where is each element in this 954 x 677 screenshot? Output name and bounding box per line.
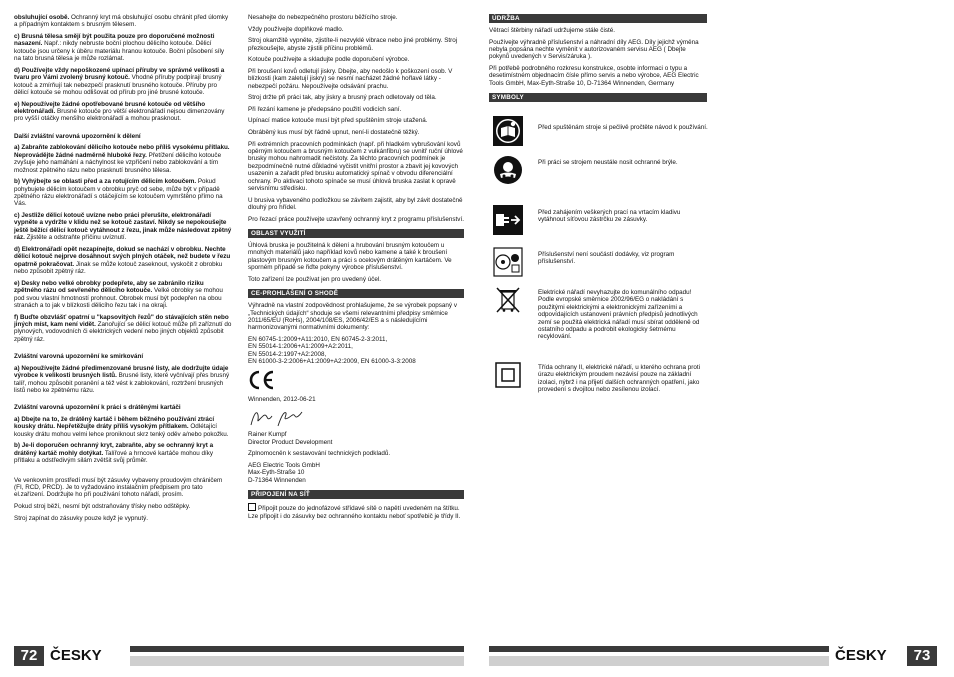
subsection-heading: Další zvláštní varovná upozornění k dělení — [14, 132, 141, 140]
bold-lead: b) Je-li doporučen ochranný kryt, zabraňte, aby se ochranný kryt a drátěný kartáč mohly dotýkat. — [14, 442, 214, 457]
paragraph: Obráběný kus musí být řádně upnut, není-li dostatečně těžký. — [248, 128, 420, 136]
manual-icon — [493, 116, 523, 146]
symbol-text: Před spuštěnám stroje si pečlivě pročtěte návod k používání. — [538, 124, 708, 131]
body-text: Např.: nikdy nebruste boční plochou dělicího kotouče. Dělicí kotouče jsou určeny k úběru materiálu hranou kotouče. Boční působení síly na tato brusná tělesa je může rozlámat. — [14, 40, 225, 63]
symbol-text: Třída ochrany II, elektrické nářadí, u kterého ochrana proti úrazu elektrickým proudem nezávisí pouze na základní izolaci, nýbrž i na přijetí dalších ochranných opatření, jako provedení s dvojitou nebo zesílenou izolací. — [538, 364, 701, 394]
footer-bar-left — [130, 646, 464, 652]
declaration-date: Winnenden, 2012-06-21 — [248, 395, 316, 403]
body-text: Jinak se může kotouč zaseknout, vyskočit z obrobku nebo způsobit zpětný ráz. — [14, 260, 223, 276]
bold-lead: c) Brusná tělesa smějí být použita pouze pro doporučené možnosti nasazení. — [14, 33, 215, 48]
symbol-text: Elektrické nářadí nevyhazujte do komunálního odpadu! Podle evropské směrnice 2002/96/EG o nakládání s použitými elektrickými a elektronickými zařízeními a odpovídajících ustanovení právních předpisů jednotlivých zemí se použitá elektrická nářadí musí sbírat odděleně od ostatního odpadu a podrobit ekologicky šetrnému recyklování. — [538, 289, 700, 341]
left-column-1 — [14, 14, 232, 526]
body-text: Pokud pohybujete dělicím kotoučem v obrobku pryč od sebe, může být v případě zpětného rázu elektronářadí s otáčejícím se kotoučem vymrštěno přímo na Vás. — [14, 178, 223, 208]
bold-lead: a) Dbejte na to, že drátěný kartáč i během běžného používání ztrácí kousky drátu. Nepřetěžujte dráty příliš vysokým přítlakem. — [14, 415, 215, 431]
paragraph — [14, 365, 232, 395]
ce-declaration-text: Výhradně na vlastní zodpovědnost prohlašujeme, že se výrobek popsaný v „Technických údajích“ shoduje se všemi relevantními předpisy směrnice 2011/65/EU (RoHs), 2004/108/ES, 2006/42/ES a s následujícími harmonizovanými normativními dokumenty: — [248, 302, 457, 332]
paragraph: Stroj držte při práci tak, aby jiskry a brusný prach odletovaly od těla. — [248, 94, 437, 102]
weee-bin-icon — [493, 285, 523, 315]
symbol-text: Při práci se strojem neustále nosit ochranné brýle. — [538, 159, 678, 166]
company-address: AEG Electric Tools GmbH Max-Eyth-Straße 10 D-71364 Winnenden — [248, 462, 320, 484]
paragraph — [14, 442, 232, 464]
paragraph: Používejte výhradně příslušenství a náhradní díly AEG. Díly jejichž výměna nebyla popsána nechte vyměnit v autorizovaném servisu AEG ( Dbejte pokynů uvedených v Servis/záruka ). — [489, 38, 699, 61]
ce-mark-icon — [248, 370, 276, 390]
bold-lead: f) Buďte obzvlášť opatrní u "kapsovitých řezů" do stávajících stěn nebo jiných míst, kam není vidět. — [14, 313, 229, 328]
paragraph: U brusiva vybaveného podložkou se závitem zajistit, aby byl závit dostatečně dlouhý pro hřídel. — [248, 196, 463, 211]
subsection-heading: Zvláštní varovná upozornění ke smirkování — [14, 353, 144, 361]
paragraph — [14, 416, 232, 438]
section-header-symboly: SYMBOLY — [489, 93, 707, 102]
bold-lead: c) Jestliže dělicí kotouč uvízne nebo práci přerušíte, elektronářadí vypněte a vydržte v klidu než se kotouč zastaví. Nikdy se nepokoušejte ještě běžící dělicí kotouč vytáhnout z řezu, jinak může následovat zpětný ráz. — [14, 212, 232, 242]
subsection-heading: Zvláštní varovná upozornění k práci s drátěnými kartáči — [14, 404, 181, 412]
body-text: Velké obrobky se mohou pod svou vlastní hmotností prohnout. Obrobek musí být podepřen na obou stranách a to jak v blízkosti dělicího řezu tak i na okraji. — [14, 287, 223, 309]
body-text: Odlétající kousky drátu mohou velmi lehce proniknout skrz tenký oděv a/nebo pokožku. — [14, 423, 229, 438]
paragraph: Úhlová bruska je použitelná k dělení a hrubování brusným kotoučem u mnohých materiálů jako například kovů nebo kamene a také k broušení plastovým brusným kotoučem a práci s ocelovým drátěným kartáčem. Ve sporném případě se řiďte pokyny výrobce příslušenství. — [248, 242, 452, 272]
body-text: Talířové a hrncové kartáče mohou díky přítlaku a odstředivým silám zvětšit svůj průměr. — [14, 449, 214, 465]
goggles-icon — [493, 155, 523, 185]
paragraph: Pro řezací práce používejte uzavřený ochranný kryt z programu příslušenství. — [248, 215, 464, 223]
body-text: Vhodné příruby podpírají brusný kotouč a zmírňují tak nebezpečí prasknutí brusného kotouče. Příruby pro dělicí kotouče se mohou odlišovat od přírub pro jiné brusné kotouče. — [14, 74, 222, 97]
udrzba-text — [489, 27, 707, 87]
bold-lead: e) Nepoužívejte žádné opotřebované brusné kotouče od většího elektronářadí. — [14, 100, 206, 116]
language-label-left: ČESKY — [50, 647, 102, 664]
paragraph — [14, 14, 232, 29]
section-header-udrzba: ÚDRŽBA — [489, 14, 707, 23]
paragraph: Při extrémních pracovních podmínkách (např. při hladkém vybrušování kovů opěrným kotoučem a brusným kotoučem z vulkánfíbru) se uvnitř ruční úhlové brusky mohou nahromadit nečistoty. Za těchto pracovních podmínek je bezpodmínečně nutné důkladné vyčistit vnitřní prostor a zbavit jej kovových usazenin a zařadit před brusku automatický spínač v obvodu diferenciální ochrany. Po aktivaci tohoto spínače se musí úhlová bruska zaslat k opravě servisnímu středisku. — [248, 140, 463, 192]
bold-lead: b) Vyhýbejte se oblasti před a za rotujícím dělicím kotoučem. — [14, 178, 197, 186]
body-text: Pokud stroj běží, nesmí být odstraňovány třísky nebo odštěpky. — [14, 502, 191, 510]
paragraph: Stroj okamžitě vypněte, zjistíte-li nezvyklé vibrace nebo jiné problémy. Stroj přezkoušejte, abyste zjistili příčinu problémů. — [248, 37, 458, 52]
section-header-pripojeni: PŘIPOJENÍ NA SÍŤ — [248, 490, 464, 499]
signature-icon — [248, 407, 328, 429]
right-page — [477, 0, 954, 677]
footer-gray-left — [130, 656, 464, 666]
body-text: Brusné listy, které vyčnívají přes brusný talíř, mohou způsobit poranění a též vést k zablokování, roztržení brusných listů nebo ke zpětnému rázu. — [14, 372, 230, 394]
bold-lead: obsluhující osobě. — [14, 14, 70, 21]
signer-name: Rainer Kumpf Director Product Development — [248, 431, 333, 446]
authorized-text: Zplnomocněn k sestavování technických podkladů. — [248, 450, 391, 458]
paragraph — [14, 246, 232, 276]
paragraph — [14, 101, 232, 123]
bold-lead: a) Zabraňte zablokování dělicího kotouče nebo příliš vysokému přítlaku. Neprovádějte žádné nadměrně hluboké řezy. — [14, 144, 230, 159]
body-text: Zanořující se dělicí kotouč může při zaříznutí do plynových, vodovodních či elektrických vedení nebo jiných objektů způsobit zpětný ráz. — [14, 320, 232, 343]
footer-gray-right — [489, 656, 829, 666]
paragraph — [14, 515, 232, 522]
language-label-right: ČESKY — [835, 647, 887, 664]
symbol-text: Před zahájením veškerých prací na vrtacím kladivu vytáhnout síťovou zástrčku ze zásuvky. — [538, 209, 681, 224]
paragraph: Kotouče používejte a skladujte podle doporučení výrobce. — [248, 56, 410, 64]
body-text: Zjistěte a odstraňte příčinu uvíznutí. — [24, 234, 127, 242]
norms-list: EN 60745-1:2009+A11:2010, EN 60745-2-3:2011, EN 55014-1:2006+A1:2009+A2:2011, EN 55014-2:1997+A2:2008, EN 61000-3-2:2006+A1:2009+A2:2009, EN 61000-3-3:2008 — [248, 336, 416, 366]
body-text: Brusné kotouče pro větší elektronářadí nejsou dimenzovány pro vyšší otáčky menšího elektronářadí a mohou prasknout. — [14, 108, 225, 123]
paragraph — [14, 212, 232, 242]
paragraph — [14, 67, 232, 97]
accessory-icon — [493, 247, 523, 277]
paragraph — [14, 144, 232, 174]
paragraph: Ve venkovním prostředí musí být zásuvky vybaveny proudovým chráničem (FI, RCD, PRCD). Je to vyžadováno instalačním předpisem pro tato el.zařízení. Dodržujte ho při používání tohoto nářadí, prosím. — [14, 476, 223, 499]
paragraph: Větrací štěrbiny nářadí udržujeme stále čisté. — [489, 27, 615, 34]
body-text: Ochranný kryt má obsluhující osobu chránit před úlomky a případným kontaktem s brusným tělesem. — [14, 14, 229, 29]
page-number-right: 73 — [907, 646, 937, 666]
paragraph: Při broušení kovů odletují jiskry. Dbejte, aby nedošlo k poškození osob. V blízkosti (kam zaletují jiskry) se nesmí nacházet žádné hořlavé látky - nebezpečí požáru. Nepoužívejte odsávání prachu. — [248, 67, 453, 90]
paragraph: Upínací matice kotouče musí být před spuštěním stroje utažená. — [248, 117, 428, 125]
paragraph: Vždy používejte doplňkové madlo. — [248, 25, 344, 33]
paragraph — [14, 280, 232, 310]
paragraph: Při řezání kamene je předepsáno použití vodicích saní. — [248, 105, 402, 113]
paragraph: Nesahejte do nebezpečného prostoru běžícího stroje. — [248, 14, 398, 21]
class-ii-small-icon — [248, 503, 256, 511]
page-number-left: 72 — [14, 646, 44, 666]
paragraph — [14, 503, 232, 510]
bold-lead: a) Nepoužívejte žádné předimenzované brusné listy, ale dodržujte údaje výrobce k velikosti brusných listů. — [14, 364, 229, 380]
footer-bar-right — [489, 646, 829, 652]
right-column-1 — [489, 14, 707, 106]
paragraph — [14, 178, 232, 208]
section-header-ce: CE-PROHLÁŠENÍ O SHODĚ — [248, 289, 464, 298]
body-text: Stroj zapínat do zásuvky pouze když je vypnutý. — [14, 514, 149, 522]
paragraph — [14, 314, 232, 344]
class-ii-icon — [493, 360, 523, 390]
ce-mark-logo — [248, 370, 464, 390]
bold-lead: e) Desky nebo velké obrobky podepřete, aby se zabránilo riziku zpětného rázu od sevřeného dělicího kotouče. — [14, 279, 204, 295]
pripojeni-text: Připojit pouze do jednofázové střídavé sítě o napětí uvedeném na štítku. Lze připojit i do zásuvky bez ochranného kontaktu neboť spotřebič je třídy II. — [248, 505, 461, 520]
symbol-text: Příslušenství není součástí dodávky, viz program příslušenství. — [538, 251, 675, 266]
paragraph — [14, 33, 232, 63]
bold-lead: d) Používejte vždy nepoškozené upínací příruby ve správné velikosti a tvaru pro Vámi zvolený brusný kotouč. — [14, 66, 225, 82]
oblast-text — [248, 242, 464, 283]
safety-paragraphs — [248, 14, 464, 223]
paragraph: Toto zařízení lze používat jen pro uvedený účel. — [248, 275, 382, 283]
section-header-oblast: OBLAST VYUŽITÍ — [248, 229, 464, 238]
paragraph: Při potřebě podrobného rozkresu konstrukce, osobte informaci o typu a desetimístném objednacím čísle přímo servis a nebo výrobce, AEG Electric Tools GmbH, Max-Eyth-Straße 10, D-71364 Winnenden, Germany — [489, 65, 699, 87]
unplug-icon — [493, 205, 523, 235]
bold-lead: d) Elektronářadí opět nezapínejte, dokud se nachází v obrobku. Nechte dělicí kotouč nejprve dosáhnout svých plných otáček, než budete v řezu opatrně pokračovat. — [14, 245, 231, 268]
left-column-2 — [248, 14, 464, 524]
body-text: Přetížení dělicího kotouče zvyšuje jeho namáhání a náchylnost ke vzpříčení nebo zablokování a tím možnost zpětného rázu nebo prasknutí brusného tělesa. — [14, 151, 222, 174]
